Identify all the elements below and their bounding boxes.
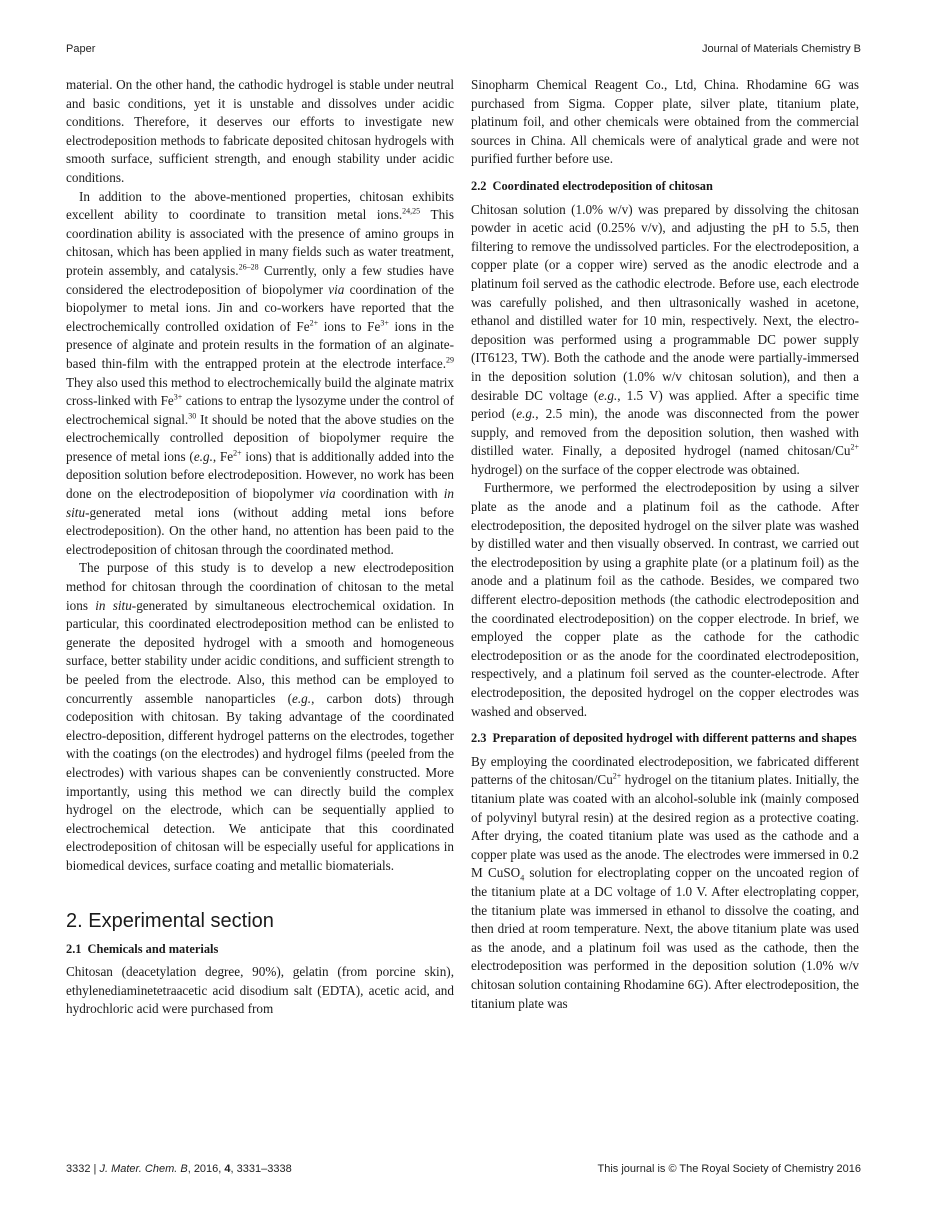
citation: 26–28 bbox=[238, 262, 259, 272]
paragraph-comparison: Furthermore, we performed the electrodeposition by using a silver plate as the anode and a platinum foil as the cathode. After electrodeposition, the deposited hydrogel on the silver plate was washed by distilled water and then visually observed. In contrast, we carried out the electrodeposition by using a graphite plate (or a platinum foil) as the anode and a platinum foil as the cathode. Besides, we compared two different electro-deposition methods (the cathodic electrodeposition and the coordinated electrodeposition) on the copper electrode. In brief, we employed the copper plate as the cathode for the cathodic electrodeposition or as the anode for the coordinated electrodeposition, respectively, and a platinum foil served as the counter-electrode. After electrodeposition, the deposited hydrogel on the copper electrodes was washed and observed. bbox=[471, 480, 859, 719]
footer-citation: 3332 | J. Mater. Chem. B, 2016, 4, 3331–3338 bbox=[66, 1163, 292, 1175]
citation: 24,25 bbox=[402, 206, 421, 216]
section-heading-experimental: 2. Experimental section bbox=[66, 909, 274, 932]
subsection-heading-2-3: 2.3 Preparation of deposited hydrogel with different patterns and shapes bbox=[471, 731, 857, 746]
citation: 29 bbox=[446, 355, 454, 365]
right-column bbox=[471, 76, 859, 1013]
paragraph-purpose: The purpose of this study is to develop a new electrodeposition method for chitosan through the coordination of chitosan to the metal ions in situ-generated by simultaneous electrochemical oxidation. In particular, this coordinated electrodeposition method can be enlisted to generate the deposited hydrogel with a smooth and homogeneous surface, better stability under acidic conditions, and sufficient strength to be peeled from the electrode. Also, this method can be employed to concurrently assemble nanoparticles (e.g., carbon dots) through codeposition with chitosan. By taking advantage of the coordinated electro-deposition, different hydrogel patterns on the electrodes, together with the coatings (on the electrodes) and hydrogel films (peeled from the electrodes) with various shapes can be conveniently constructed. More importantly, using this method we can directly build the complex hydrogel on the electrode, which can be sequentially applied to electrochemical detection. We anticipate that this coordinated electrodeposition of chitosan will be especially useful for applications in biomedical devices, surface coating and metallic biomaterials. bbox=[66, 560, 454, 873]
running-header-left: Paper bbox=[66, 43, 96, 55]
paragraph-intro-end: material. On the other hand, the cathodic hydrogel is stable under neutral and basic conditions, yet it is unstable and dissolves under acidic conditions. Therefore, it deserves our efforts to investigate new electrodeposition methods to fabricate deposited chitosan hydrogels with smooth surface, sufficient strength, and enough stability under acidic conditions. bbox=[66, 77, 454, 185]
paragraph-chemicals: Chitosan (deacetylation degree, 90%), gelatin (from porcine skin), ethylenediaminetetraacetic acid disodium salt (EDTA), acetic acid, and hydrochloric acid were purchased from bbox=[66, 964, 454, 1017]
subsection-heading-2-1: 2.1 Chemicals and materials bbox=[66, 941, 219, 956]
paragraph-patterns: By employing the coordinated electrodeposition, we fabricated different patterns of the chitosan/$Cu^{2+}$ hydrogel on the titanium plates. Initially, the titanium plate was coated with an alcohol-soluble ink (mainly composed of polyvinyl butyral resin) at the desired region as a protective coating. After drying, the coated titanium plate was used as the cathode and a copper plate was used as the anode. The electrodes were immersed in 0.2 M CuSO$_4$ solution for electroplating copper on the uncoated region of the titanium plate at a DC voltage of 1.0 V. After electroplating copper, the titanium plate was immersed in ethanol to dissolve the coating, and then dried at room temperature. Next, the above titanium plate was used as the anode, and a platinum foil was used as the cathode, then the electrodeposition was performed in the deposition solution (1.0% w/v chitosan solution containing Rhodamine 6G). After electrodeposition, the titanium plate was bbox=[471, 753, 860, 1011]
paragraph-chemicals-cont: Sinopharm Chemical Reagent Co., Ltd, China. Rhodamine 6G was purchased from Sigma. Copper plate, silver plate, titanium plate, platinum foil, and other chemicals were obtained from the commercial sources in China. All chemicals were of analytical grade and were not purified further before use. bbox=[471, 77, 859, 167]
running-header-right: Journal of Materials Chemistry B bbox=[702, 43, 861, 55]
subsection-heading-2-2: 2.2 Coordinated electrodeposition of chitosan bbox=[471, 178, 713, 193]
left-column bbox=[66, 76, 454, 1019]
paragraph-coordination: In addition to the above-mentioned properties, chitosan exhibits excellent ability to coordinate to transition metal ions.$^{24,25}$ This coordination ability is associated with the presence of amino groups in chitosan, which has been applied in many fields such as water treatment, protein assembly, and catalysis.$^{26-28}$ Currently, only a few studies have considered the electrodeposition of biopolymer via coordination of the biopolymer to metal ions. Jin and co-workers have reported that the electrochemically controlled oxidation of $Fe^{2+}$ ions to $Fe^{3+}$ ions in the presence of alginate and protein results in the formation of an alginate-based thin-film with the entrapped protein at the electrode interface.$^{29}$ They also used this method to electrochemically build the alginate matrix cross-linked with $Fe^{3+}$ cations to entrap the lysozyme under the control of electrochemical signal.$^{30}$ It should be noted that the above studies on the electrochemically controlled deposition of biopolymer require the presence of metal ions (e.g., $Fe^{2+}$ ions) that is additionally added into the deposition solution before electrodeposition. However, no work has been done on the electrodeposition of biopolymer via coordination with in situ-generated metal ions (without adding metal ions before electrodeposition). On the other hand, no attention has been paid to the electrodeposition of chitosan through the coordinated method. bbox=[66, 188, 455, 557]
page-number: 3332 bbox=[66, 1163, 91, 1175]
paragraph-coordinated-electrodeposition: Chitosan solution (1.0% w/v) was prepared by dissolving the chitosan powder in acetic acid (0.25% v/v), and adjusting the pH to 5.5, then filtering to remove the undissolved particles. For the electrodeposition, a copper plate (or a copper wire) served as the anodic electrode and a platinum foil served as the cathodic electrode. Before use, each electrode was carefully polished, and then ultrasonically washed in acetone, ethanol and distilled water for 10 min, respectively. Next, the electro-deposition was performed using a programmable DC power supply (IT6123, TW). Both the cathode and the anode were partially-immersed in the deposition solution (1.0% w/v chitosan solution), and then a desirable DC voltage (e.g., 1.5 V) was applied. After a specific time period (e.g., 2.5 min), the anode was disconnected from the power supply, and removed from the deposition solution, then washed with distilled water. Finally, a deposited hydrogel (named chitosan/$Cu^{2+}$ hydrogel) on the surface of the copper electrode was obtained. bbox=[471, 201, 859, 477]
citation: 30 bbox=[188, 411, 197, 421]
footer-copyright: This journal is © The Royal Society of Chemistry 2016 bbox=[597, 1163, 861, 1175]
